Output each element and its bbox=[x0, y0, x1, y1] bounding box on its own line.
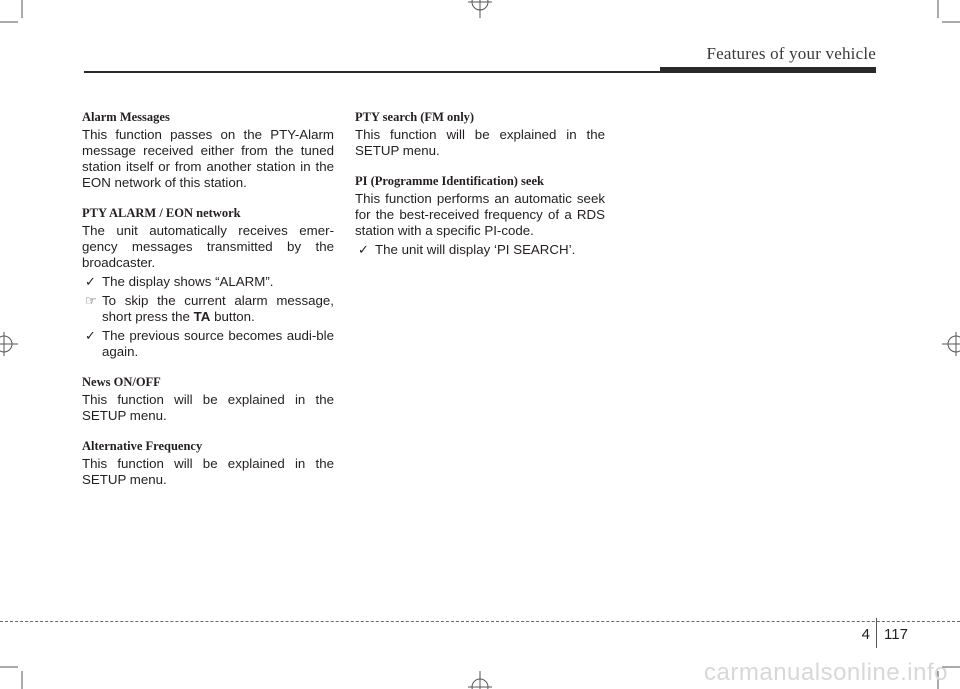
header-rule-thin bbox=[84, 71, 660, 73]
footer-divider bbox=[876, 618, 877, 648]
bullet-item bbox=[355, 242, 605, 258]
alarm-messages-heading: Alarm Messages bbox=[82, 110, 170, 124]
checkmark-icon: ✓ bbox=[358, 242, 369, 257]
pi-seek-section bbox=[355, 174, 605, 258]
bullet-item bbox=[82, 328, 334, 360]
bullet-text-post: button. bbox=[210, 309, 255, 324]
pty-search-text: This function will be explained in the SETUP menu. bbox=[355, 127, 605, 158]
alarm-messages-text: This function passes on the PTY-Alarm message received either from the tuned station itself or from another station in the EON network of this station. bbox=[82, 127, 334, 190]
pty-alarm-heading: PTY ALARM / EON network bbox=[82, 206, 241, 220]
ta-button-label: TA bbox=[193, 309, 211, 324]
pty-search-section bbox=[355, 110, 605, 159]
pi-seek-heading: PI (Programme Identification) seek bbox=[355, 174, 544, 188]
bullet-text: The previous source becomes audi-ble again. bbox=[102, 328, 334, 359]
checkmark-icon: ✓ bbox=[85, 274, 96, 289]
alt-freq-heading: Alternative Frequency bbox=[82, 439, 203, 453]
right-column bbox=[355, 110, 605, 273]
page-number: 117 bbox=[884, 626, 908, 643]
pointing-hand-icon: ☞ bbox=[85, 293, 97, 308]
bullet-text-pre: To skip the current alarm message, short press the bbox=[102, 293, 334, 324]
news-section bbox=[82, 375, 334, 424]
header-rule-thick bbox=[660, 67, 876, 73]
alt-freq-section bbox=[82, 439, 334, 488]
bullet-item bbox=[82, 293, 334, 325]
alarm-messages-section bbox=[82, 110, 334, 191]
pty-alarm-section bbox=[82, 206, 334, 360]
pty-alarm-text: The unit automatically receives emer-gency messages transmitted by the broadcaster. bbox=[82, 223, 334, 270]
pi-seek-text: This function performs an automatic seek for the best-received frequency of a RDS station with a specific PI-code. bbox=[355, 191, 605, 238]
bullet-text: The display shows “ALARM”. bbox=[102, 274, 274, 289]
chapter-number: 4 bbox=[861, 626, 870, 643]
bullet-item bbox=[82, 274, 334, 290]
left-column bbox=[82, 110, 334, 503]
section-header-title: Features of your vehicle bbox=[706, 44, 876, 63]
news-heading: News ON/OFF bbox=[82, 375, 161, 389]
watermark: carmanualsonline.info bbox=[704, 659, 948, 686]
bullet-text: The unit will display ‘PI SEARCH’. bbox=[375, 242, 576, 257]
news-text: This function will be explained in the SETUP menu. bbox=[82, 392, 334, 423]
checkmark-icon: ✓ bbox=[85, 328, 96, 343]
alt-freq-text: This function will be explained in the SETUP menu. bbox=[82, 456, 334, 487]
pty-search-heading: PTY search (FM only) bbox=[355, 110, 475, 124]
footer-rule bbox=[0, 621, 960, 622]
